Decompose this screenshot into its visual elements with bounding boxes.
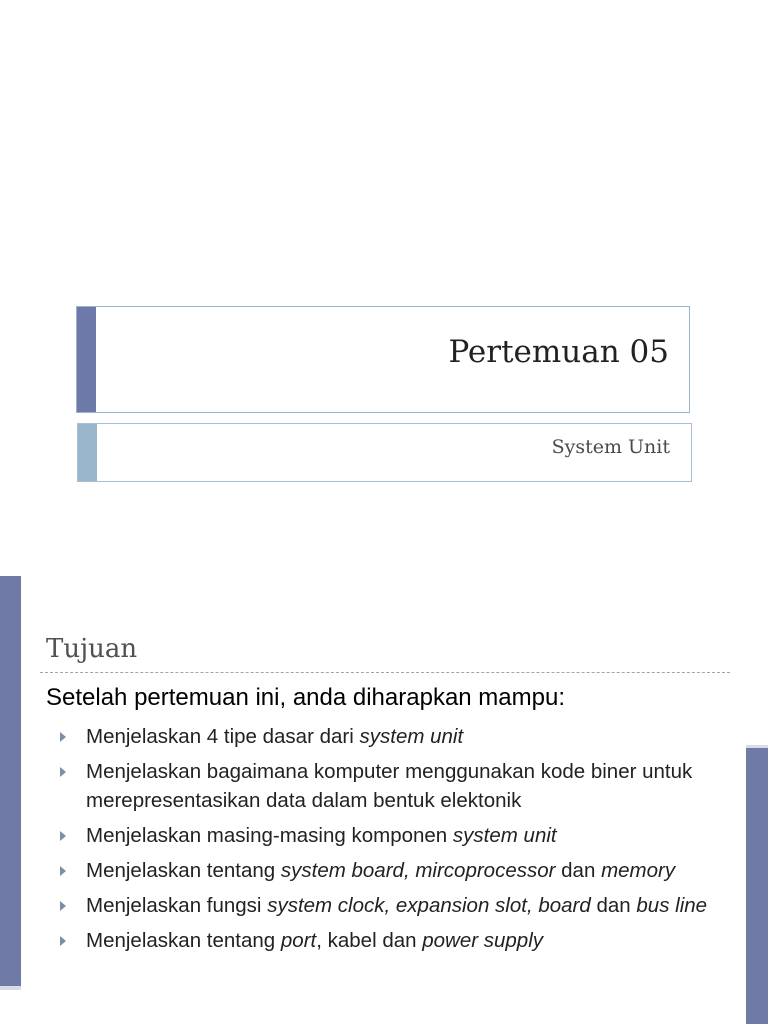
bullet-arrow-icon (60, 732, 66, 742)
subtitle-accent-bar (78, 424, 97, 481)
slide-heading: Tujuan (46, 634, 138, 664)
bullet-text-segment: Menjelaskan 4 tipe dasar dari (86, 725, 360, 748)
slide-subtitle: System Unit (551, 436, 670, 458)
bullet-arrow-icon (60, 901, 66, 911)
bullet-text-segment: port (280, 929, 317, 952)
intro-text: Setelah pertemuan ini, anda diharapkan mampu: (46, 684, 565, 711)
bullet-text-segment: Menjelaskan fungsi (86, 894, 268, 917)
bullet-text-segment: system board, mircoprocessor (280, 859, 556, 882)
title-box (76, 306, 690, 413)
bullet-text-segment: Menjelaskan tentang (86, 929, 281, 952)
bullet-text-segment: dan (555, 859, 602, 882)
slide-title: Pertemuan 05 (448, 334, 669, 370)
objectives-slide (0, 576, 768, 1024)
bullet-text-segment: memory (601, 859, 676, 882)
bullet-text-segment: Menjelaskan tentang (86, 859, 281, 882)
heading-divider (40, 672, 730, 673)
bullet-text-segment: system unit (359, 725, 464, 748)
bullet-arrow-icon (60, 831, 66, 841)
bullet-item (60, 821, 730, 850)
bullet-text-segment: power supply (422, 929, 544, 952)
right-accent-bar (746, 745, 768, 1024)
bullet-item (60, 757, 730, 815)
bullet-arrow-icon (60, 866, 66, 876)
subtitle-box (77, 423, 692, 482)
bullet-text-segment: bus line (636, 894, 708, 917)
bullet-item (60, 926, 730, 955)
title-accent-bar (77, 307, 96, 412)
bullet-text-segment: system clock, expansion slot, board (267, 894, 591, 917)
left-accent-bar (0, 576, 21, 988)
bullet-item (60, 891, 730, 920)
bullet-item (60, 722, 730, 751)
bullet-text-segment: Menjelaskan masing-masing komponen (86, 824, 453, 847)
bullet-item (60, 856, 730, 885)
bullet-text-segment: Menjelaskan bagaimana komputer menggunakan kode biner untuk merepresentasikan data dalam bentuk elektonik (86, 760, 693, 812)
bullet-list (60, 722, 730, 961)
bullet-arrow-icon (60, 767, 66, 777)
bullet-text-segment: system unit (452, 824, 557, 847)
left-accent-rule (0, 986, 21, 990)
bullet-arrow-icon (60, 936, 66, 946)
bullet-text-segment: dan (590, 894, 637, 917)
bullet-text-segment: , kabel dan (316, 929, 423, 952)
